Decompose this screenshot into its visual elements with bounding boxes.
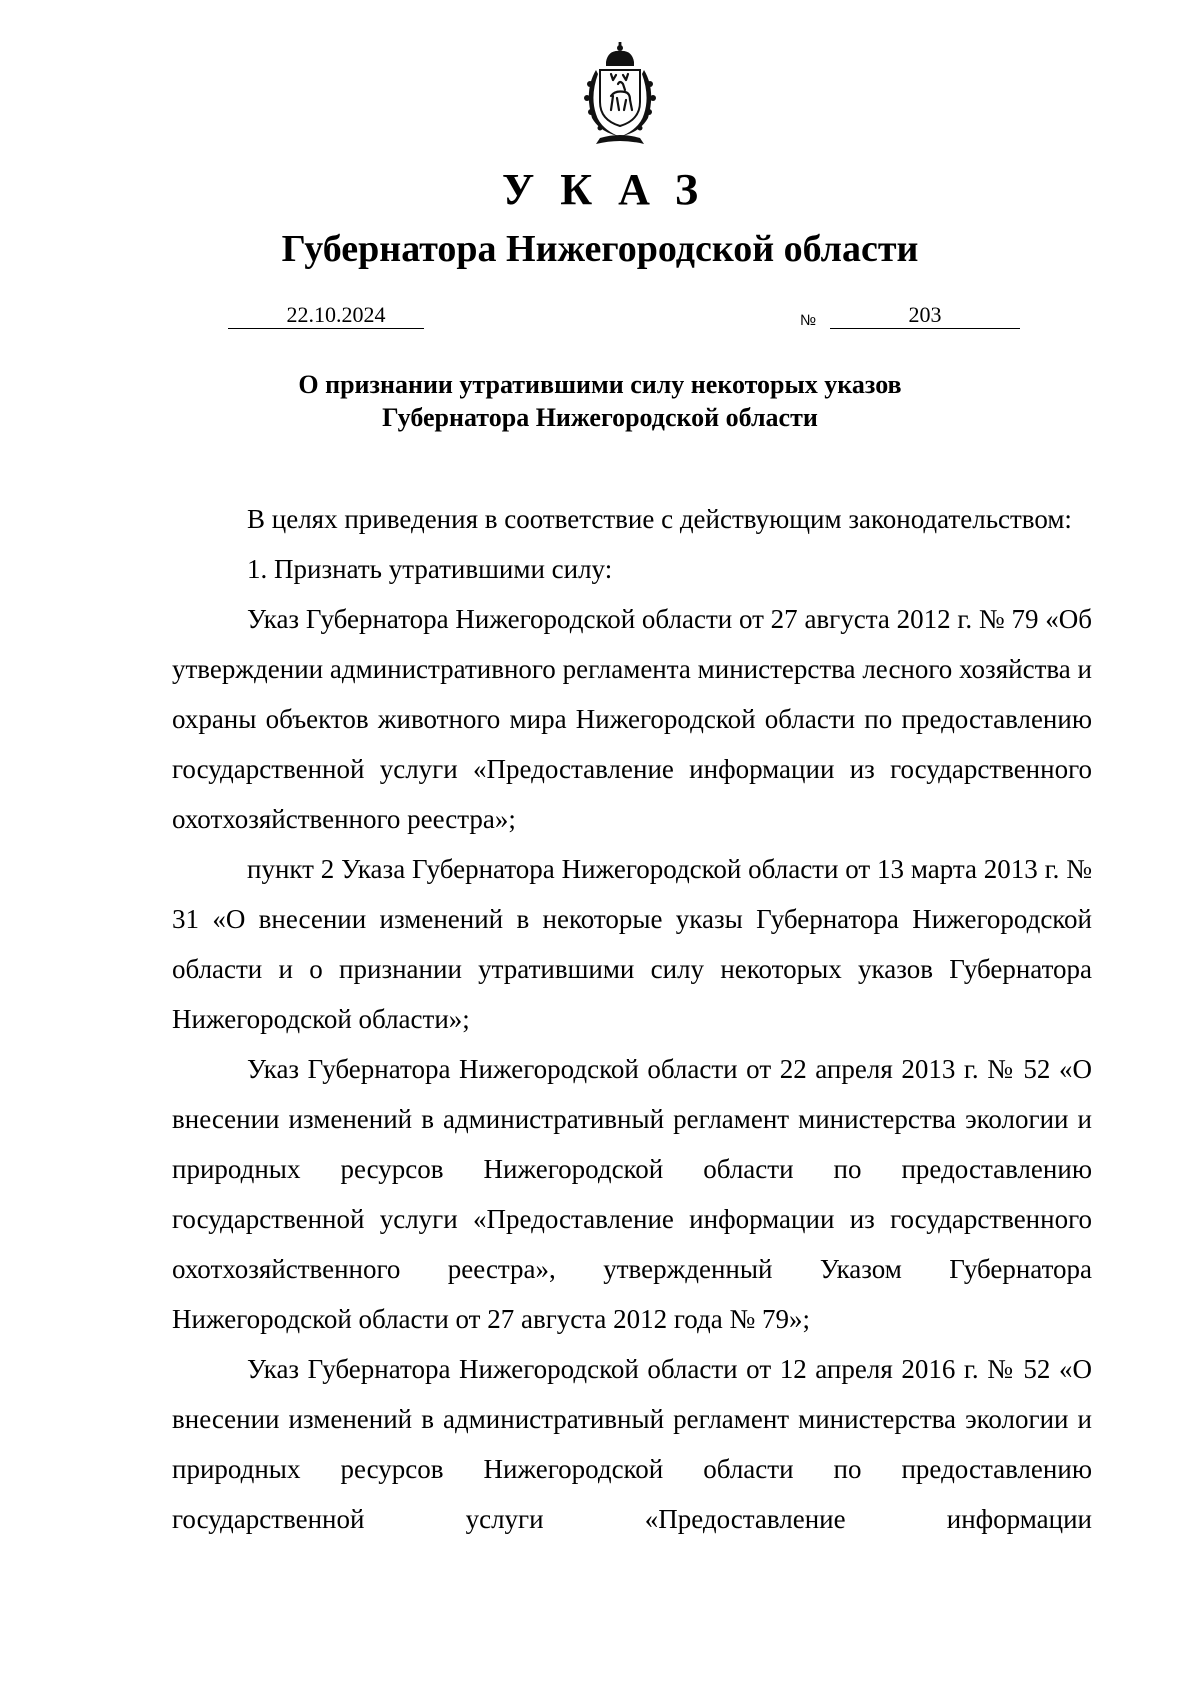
subject-line-1: О признании утратившими силу некоторых указов [298,370,902,399]
crown-icon [606,42,634,66]
document-subject [0,368,1200,434]
document-type-title: УКАЗ [501,165,725,214]
paragraph-decree-52-2013: Указ Губернатора Нижегородской области от 22 апреля 2013 г. № 52 «О внесении изменений в административный регламент министерства экологии и природных ресурсов Нижегородской области по предоставлению государственной услуги «Предоставление информации из государственного охотхозяйственного реестра», утвержденный Указом Губернатора Нижегородской области от 27 августа 2012 года № 79»; [172,1054,1092,1334]
paragraph-decree-31: пункт 2 Указа Губернатора Нижегородской области от 13 марта 2013 г. № 31 «О внесении изменений в некоторые указы Губернатора Нижегородской области и о признании утратившими силу некоторых указов Губернатора Нижегородской области»; [172,854,1092,1034]
document-issuer: Губернатора Нижегородской области [281,228,919,270]
document-number-block [800,302,1020,330]
paragraph-decree-52-2016: Указ Губернатора Нижегородской области от 12 апреля 2016 г. № 52 «О внесении изменений в административный регламент министерства экологии и природных ресурсов Нижегородской области по предоставлению государственной услуги «Предоставление информации [172,1354,1092,1534]
document-date: 22.10.2024 [228,302,424,329]
number-sign-label: № [800,312,817,329]
paragraph-preamble: В целях приведения в соответствие с действующим законодательством: [247,504,1072,534]
paragraph-item-1: 1. Признать утратившими силу: [247,554,613,584]
subject-line-2: Губернатора Нижегородской области [382,403,818,432]
ribbon-icon [596,135,644,144]
coat-of-arms-icon [570,40,670,148]
document-number: 203 [830,302,1020,329]
paragraph-decree-79: Указ Губернатора Нижегородской области от 27 августа 2012 г. № 79 «Об утверждении административного регламента министерства лесного хозяйства и охраны объектов животного мира Нижегородской области по предоставлению государственной услуги «Предоставление информации из государственного охотхозяйственного реестра»; [172,604,1092,834]
document-body [172,494,1092,1544]
